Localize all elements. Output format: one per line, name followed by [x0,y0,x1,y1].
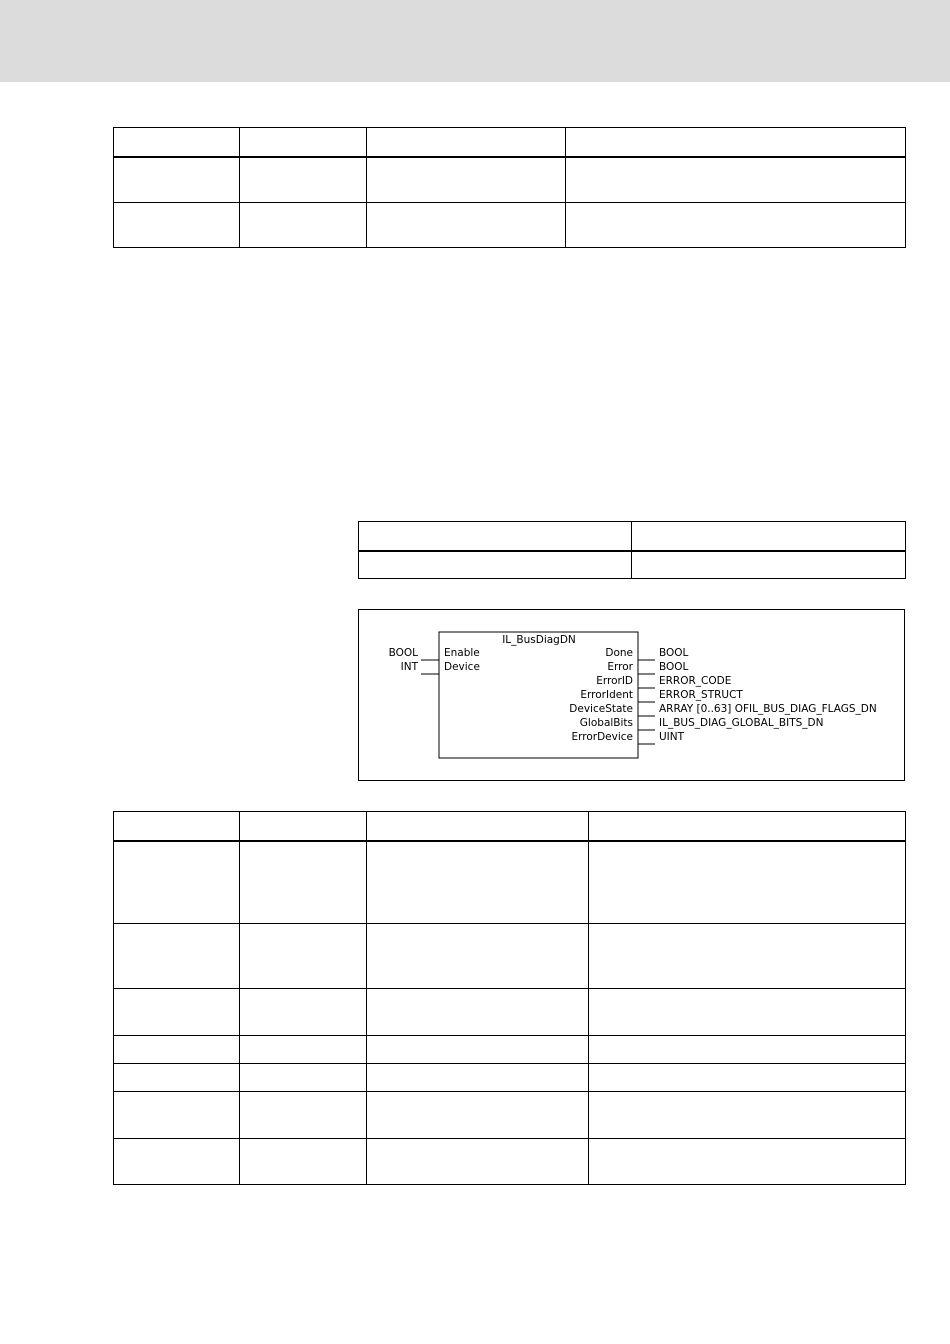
table-cell [114,1036,240,1064]
input-name-label: Device [444,661,480,673]
table-header-cell [114,128,240,157]
table-header-cell [114,812,240,841]
table-header-cell [367,128,566,157]
table-cell [240,1139,367,1185]
table-cell [589,1092,906,1139]
table-cell [367,1092,589,1139]
function-block-diagram [358,609,905,781]
output-type-label: ERROR_STRUCT [659,689,743,701]
table-row [114,1139,906,1185]
table-cell [367,1064,589,1092]
table-cell [367,1036,589,1064]
table-cell [367,1139,589,1185]
table-cell [589,1139,906,1185]
bottom-table [113,811,906,1185]
table-cell [367,989,589,1036]
output-type-label: ERROR_CODE [659,675,732,687]
table-row [114,989,906,1036]
table-header-cell [359,522,632,551]
table-cell [114,157,240,203]
table-cell [566,203,906,248]
table-cell [589,841,906,924]
page-header-band [0,0,950,82]
input-name-label: Enable [444,647,480,659]
output-type-label: IL_BUS_DIAG_GLOBAL_BITS_DN [659,717,824,729]
table-cell [589,1064,906,1092]
table-row [114,203,906,248]
table-row [114,1036,906,1064]
table-cell [589,924,906,989]
table-cell [632,551,906,579]
output-pins [569,647,876,744]
table-cell [240,1036,367,1064]
table-cell [114,1092,240,1139]
table-cell [240,989,367,1036]
output-name-label: DeviceState [569,703,633,715]
table-header-row [114,128,906,157]
output-name-label: ErrorID [596,675,633,687]
table-cell [367,924,589,989]
output-type-label: ARRAY [0..63] OFIL_BUS_DIAG_FLAGS_DN [659,703,877,715]
table-cell [359,551,632,579]
output-name-label: GlobalBits [579,717,633,729]
input-type-label: BOOL [388,647,418,659]
table-cell [240,1092,367,1139]
table-cell [367,157,566,203]
output-type-label: BOOL [659,647,689,659]
input-type-label: INT [400,661,418,673]
function-block-svg [359,610,904,780]
version-table [358,521,906,579]
table-cell [114,203,240,248]
output-name-label: ErrorIdent [580,689,633,701]
table-cell [589,1036,906,1064]
table-row [359,551,906,579]
top-table [113,127,906,248]
table-row [114,157,906,203]
table-header-row [114,812,906,841]
table-cell [114,924,240,989]
table-row [114,924,906,989]
table-cell [114,841,240,924]
table-cell [240,157,367,203]
block-title: IL_BusDiagDN [502,634,576,646]
table-row [114,1092,906,1139]
output-name-label: Error [607,661,633,673]
table-header-row [359,522,906,551]
table-row [114,841,906,924]
table-cell [114,1064,240,1092]
table-cell [114,989,240,1036]
output-type-label: BOOL [659,661,689,673]
table-cell [367,203,566,248]
table-header-cell [632,522,906,551]
table-row [114,1064,906,1092]
table-header-cell [589,812,906,841]
table-header-cell [566,128,906,157]
table-cell [240,203,367,248]
table-cell [114,1139,240,1185]
table-cell [240,841,367,924]
output-name-label: ErrorDevice [571,731,633,743]
table-header-cell [240,128,367,157]
table-header-cell [367,812,589,841]
output-type-label: UINT [659,731,685,743]
table-cell [240,924,367,989]
table-cell [589,989,906,1036]
table-header-cell [240,812,367,841]
table-cell [240,1064,367,1092]
table-cell [566,157,906,203]
table-cell [367,841,589,924]
output-name-label: Done [605,647,633,659]
